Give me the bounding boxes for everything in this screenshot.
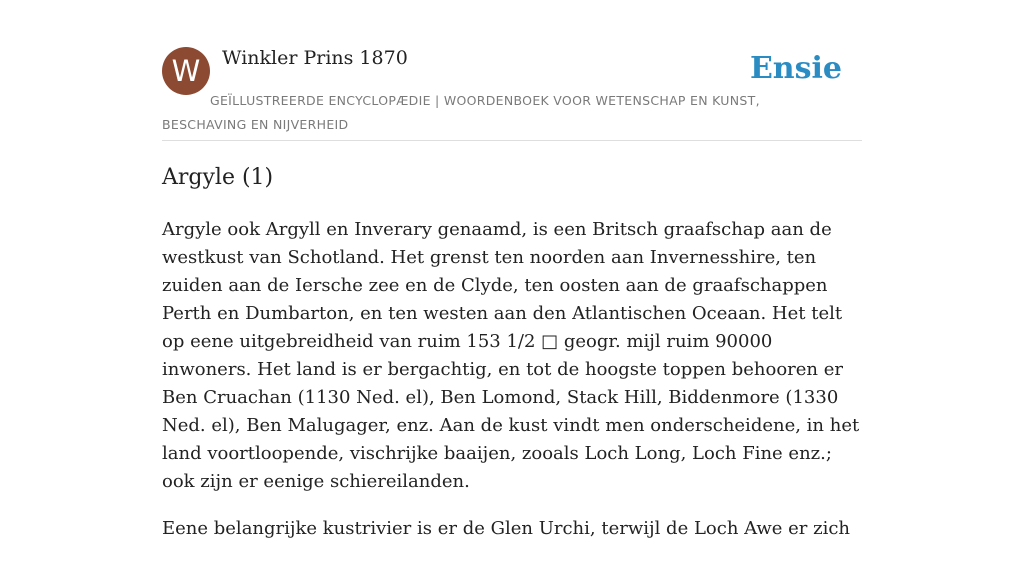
page-container bbox=[162, 0, 862, 539]
article-paragraph: Eene belangrijke kustrivier is er de Glen Urchi, terwijl de Loch Awe er zich bbox=[162, 518, 850, 539]
site-subtitle: GEÏLLUSTREERDE ENCYCLOPÆDIE | WOORDENBOEK VOOR WETENSCHAP EN KUNST, BESCHAVING EN NIJVERHEID bbox=[162, 93, 760, 132]
site-title[interactable]: Winkler Prins 1870 bbox=[222, 47, 408, 69]
article-paragraph: Argyle ook Argyll en Inverary genaamd, is een Britsch graafschap aan de westkust van Schotland. Het grenst ten noorden aan Invernesshire, ten zuiden aan de Iersche zee en de Clyde, ten oosten aan de graafschappen Perth en Dumbarton, en ten westen aan den Atlantischen Oceaan. Het telt op eene uitgebreidheid van ruim 153 1/2 □ geogr. mijl ruim 90000 inwoners. Het land is er bergachtig, en tot de hoogste toppen behooren er Ben Cruachan (1130 Ned. el), Ben Lomond, Stack Hill, Biddenmore (1330 Ned. el), Ben Malugager, enz. Aan de kust vindt men onderscheidene, in het land voortloopende, vischrijke baaijen, zooals Loch Long, Loch Fine enz.; ook zijn er eenige schiereilanden. bbox=[162, 219, 860, 492]
site-header bbox=[162, 0, 862, 141]
article-body bbox=[162, 216, 862, 562]
avatar[interactable]: W bbox=[162, 47, 210, 95]
article-title: Argyle (1) bbox=[162, 165, 274, 190]
brand-logo-link[interactable]: Ensie bbox=[749, 51, 842, 86]
